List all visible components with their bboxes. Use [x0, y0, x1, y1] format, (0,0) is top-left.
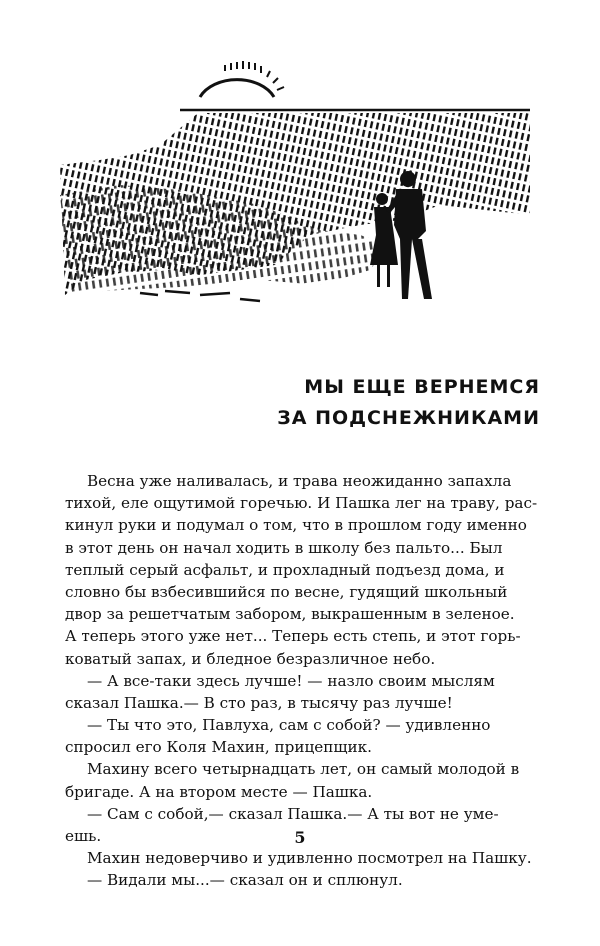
text-line: коватый запах, и бледное безразличное небо. [65, 649, 436, 668]
text-line: словно бы взбесившийся по весне, гудящий школьный [65, 582, 508, 601]
text-line: бригаде. А на втором месте — Пашка. [65, 782, 373, 801]
text-line: спросил его Коля Махин, прицепщик. [65, 738, 372, 757]
text-line: Махин недоверчиво и удивленно посмотрел на Пашку. [87, 849, 532, 868]
text-line: в этот день он начал ходить в школу без пальто... Был [65, 538, 503, 557]
text-line: — Видали мы...— сказал он и сплюнул. [87, 871, 403, 890]
text-line: двор за решетчатым забором, выкрашенным в зеленое. [65, 605, 515, 624]
text-line: кинул руки и подумал о том, что в прошлом году именно [65, 516, 527, 535]
title-line-1: МЫ ЕЩЕ ВЕРНЕМСЯ [304, 376, 540, 398]
text-line: теплый серый асфальт, и прохладный подъезд дома, и [65, 560, 505, 579]
text-line: — Сам с собой,— сказал Пашка.— А ты вот не уме- [87, 804, 499, 823]
chapter-title [250, 372, 540, 434]
text-line: ешь. [65, 827, 102, 845]
text-line: Весна уже наливалась, и трава неожиданно запахла [87, 472, 512, 490]
text-line: — Ты что это, Павлуха, сам с собой? — удивленно [87, 716, 491, 735]
text-line: — А все-таки здесь лучше! — назло своим мыслям [87, 671, 495, 690]
page-number: 5 [294, 828, 306, 847]
text-line: А теперь этого уже нет... Теперь есть степь, и этот горь- [65, 627, 521, 646]
sunset-field-couple-icon [60, 55, 560, 325]
illustration [60, 55, 560, 325]
text-line: тихой, еле ощутимой горечью. И Пашка лег на траву, рас- [65, 494, 538, 513]
text-line: Махину всего четырнадцать лет, он самый молодой в [87, 760, 520, 779]
text-line: сказал Пашка.— В сто раз, в тысячу раз лучше! [65, 693, 453, 712]
title-line-2: ЗА ПОДСНЕЖНИКАМИ [277, 407, 540, 429]
